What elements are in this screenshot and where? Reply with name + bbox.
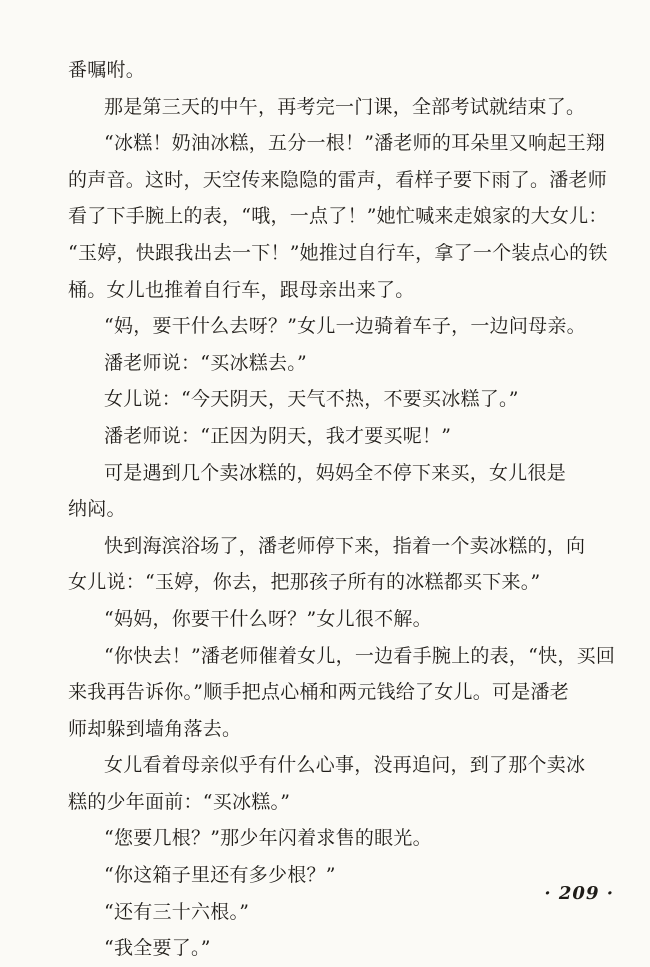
text-line: 看了下手腕上的表，“哦，一点了！”她忙喊来走娘家的大女儿： [68,205,608,228]
text-line: “您要几根？”那少年闪着求售的眼光。 [104,827,432,850]
text-line: “你这箱子里还有多少根？” [104,864,336,887]
text-line: 的声音。这时，天空传来隐隐的雷声，看样子要下雨了。潘老师 [68,168,608,191]
text-line: 来我再告诉你。”顺手把点心桶和两元钱给了女儿。可是潘老 [68,681,569,704]
text-line: 番嘱咐。 [68,59,146,81]
page-number: · 209 · [544,883,614,904]
text-line: “我全要了。” [104,937,211,960]
text-line: “还有三十六根。” [104,900,250,923]
text-line: “玉婷，快跟我出去一下！”她推过自行车，拿了一个装点心的铁 [68,241,608,264]
text-line: “冰糕！奶油冰糕，五分一根！”潘老师的耳朵里又响起王翔 [104,132,606,155]
text-line: 师却躲到墙角落去。 [68,717,242,740]
text-line: 糕的少年面前：“买冰糕。” [68,790,291,813]
text-line: 桶。女儿也推着自行车，跟母亲出来了。 [68,278,415,301]
text-line: 那是第三天的中午，再考完一门课，全部考试就结束了。 [104,95,586,118]
text-line: “妈妈，你要干什么呀？”女儿很不解。 [104,607,432,630]
text-line: “你快去！”潘老师催着女儿，一边看手腕上的表，“快，买回 [104,644,616,667]
text-line: 女儿看着母亲似乎有什么心事，没再追问，到了那个卖冰 [104,754,586,777]
text-line: 女儿说：“今天阴天，天气不热，不要买冰糕了。” [104,388,519,411]
text-line: 可是遇到几个卖冰糕的，妈妈全不停下来买，女儿很是 [104,461,567,484]
page-body-text [68,52,616,967]
text-line: 女儿说：“玉婷，你去，把那孩子所有的冰糕都买下来。” [68,571,541,594]
text-line: 潘老师说：“买冰糕去。” [104,351,307,374]
text-line: “妈，要干什么去呀？”女儿一边骑着车子，一边问母亲。 [104,315,586,338]
text-line: 快到海滨浴场了，潘老师停下来，指着一个卖冰糕的，向 [104,534,586,557]
text-line: 潘老师说：“正因为阴天，我才要买呢！” [104,424,452,447]
text-line: 纳闷。 [68,498,126,521]
